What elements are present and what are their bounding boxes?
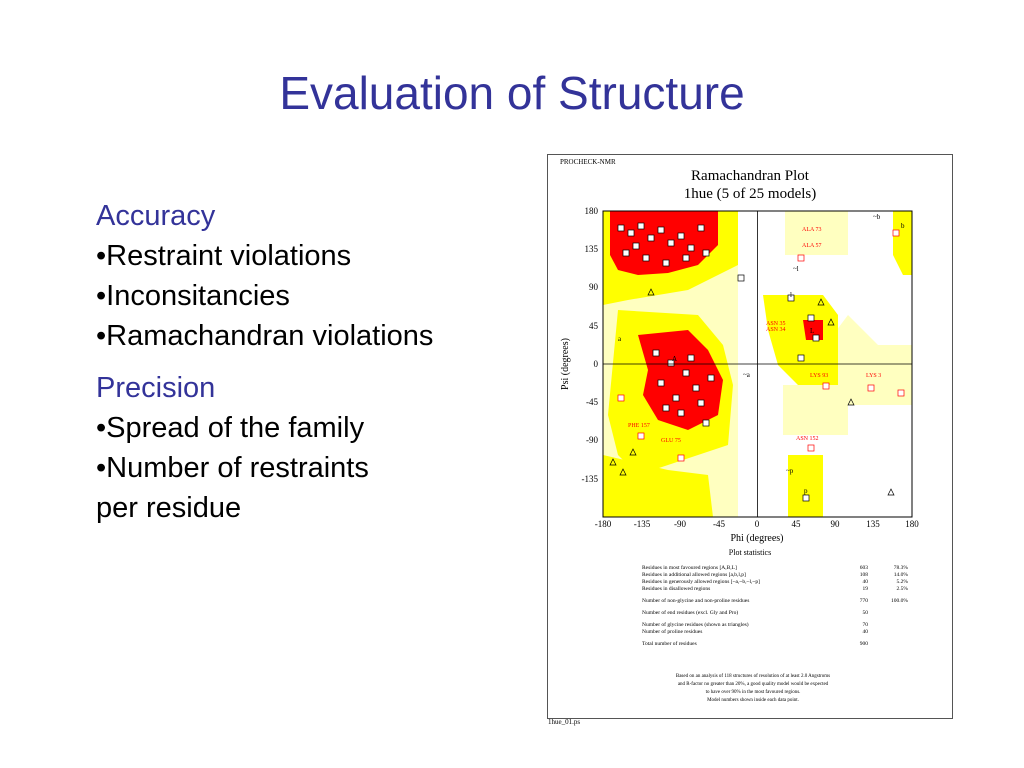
residue-label: PHE 157	[628, 423, 650, 429]
y-tick-label: -45	[586, 397, 598, 407]
stats-row: Residues in generously allowed regions [~a,~b,~l,~p] 40 5.2%	[642, 579, 908, 585]
region-label: ~p	[786, 467, 794, 475]
y-tick-label: 180	[584, 206, 598, 216]
bullet-list	[96, 196, 536, 528]
stats-row: Number of proline residues 40	[642, 629, 868, 635]
x-tick-label: 180	[905, 519, 919, 529]
region-label: ~l	[793, 265, 799, 273]
x-axis-label: Phi (degrees)	[730, 533, 784, 544]
region-label: ~a	[743, 371, 750, 379]
y-tick-label: 0	[593, 359, 598, 369]
precision-heading: Precision	[96, 372, 216, 404]
y-tick-label: 45	[589, 321, 598, 331]
bullet-item: per residue	[96, 492, 242, 524]
stats-title: Plot statistics	[728, 548, 772, 557]
residue-label: ALA 73	[802, 227, 822, 233]
plot-title-text: Ramachandran Plot	[691, 168, 809, 184]
x-tick-label: 90	[830, 519, 840, 529]
stats-row: Number of end residues (excl. Gly and Pro) 50	[642, 610, 868, 616]
x-tick-label: -90	[674, 519, 686, 529]
residue-label: ASN 34	[766, 327, 786, 333]
residue-label: ASN 152	[796, 436, 819, 442]
plot-statistics	[642, 565, 942, 648]
accuracy-heading: Accuracy	[96, 200, 216, 232]
bullet-item: •Number of restraints	[96, 452, 369, 484]
residue-label: LYS 93	[810, 373, 829, 379]
note-line: Based on an analysis of 118 structures of resolution of at least 2.0 Angstroms	[675, 674, 831, 679]
note-line: to have over 90% in the most favoured regions.	[705, 690, 801, 695]
x-tick-label: 45	[791, 519, 801, 529]
stats-row: Residues in most favoured regions [A,B,L] 603 78.3%	[642, 565, 908, 571]
allowed-region	[788, 455, 823, 517]
region-label: l	[790, 291, 792, 299]
bullet-item: •Spread of the family	[96, 412, 365, 444]
x-tick-label: 0	[754, 519, 760, 529]
stats-row: Residues in additional allowed regions [a,b,l,p] 108 14.0%	[642, 572, 908, 578]
y-tick-label: 90	[589, 282, 598, 292]
note-line: Model numbers shown inside each data point.	[707, 698, 799, 703]
residue-label: ALA 57	[802, 243, 822, 249]
y-tick-label: 135	[584, 244, 598, 254]
ramachandran-plot	[548, 155, 952, 555]
ramachandran-figure	[547, 154, 953, 719]
x-tick-label: -45	[713, 519, 725, 529]
region-label: A	[672, 355, 678, 363]
plot-subtitle: 1hue (5 of 25 models)	[683, 186, 817, 202]
y-axis-label: Psi (degrees)	[560, 338, 571, 390]
region-label: L	[810, 327, 815, 335]
stats-row: Number of glycine residues (shown as triangles) 70	[642, 622, 868, 628]
region-label: ~b	[873, 213, 881, 221]
x-tick-label: -180	[594, 519, 612, 529]
y-tick-label: -90	[586, 435, 598, 445]
slide-title: Evaluation of Structure	[279, 67, 745, 119]
bullet-item: •Ramachandran violations	[96, 320, 434, 352]
x-tick-label: 135	[866, 519, 880, 529]
residue-label: ASN 35	[766, 321, 786, 327]
figure-header: PROCHECK-NMR	[560, 158, 616, 166]
x-tick-label: -135	[633, 519, 651, 529]
region-label: a	[618, 335, 622, 343]
residue-label: GLU 75	[661, 438, 681, 444]
region-label: b	[901, 222, 905, 230]
y-tick-label: -135	[581, 474, 598, 484]
bullet-item: •Inconsitancies	[96, 280, 290, 312]
figure-footer: 1hue_01.ps	[548, 718, 581, 726]
disallowed-region	[848, 405, 912, 517]
stats-row: Residues in disallowed regions 19 2.5%	[642, 586, 908, 592]
stats-row: Total number of residues 900	[642, 641, 868, 647]
plot-note	[628, 673, 878, 705]
note-line: and R-factor no greater than 20%, a good quality model would be expected	[677, 682, 829, 687]
stats-row: Number of non-glycine and non-proline residues 770 100.0%	[642, 598, 908, 604]
region-label: p	[804, 487, 808, 495]
residue-label: LYS 3	[866, 373, 882, 379]
bullet-item: •Restraint violations	[96, 240, 352, 272]
